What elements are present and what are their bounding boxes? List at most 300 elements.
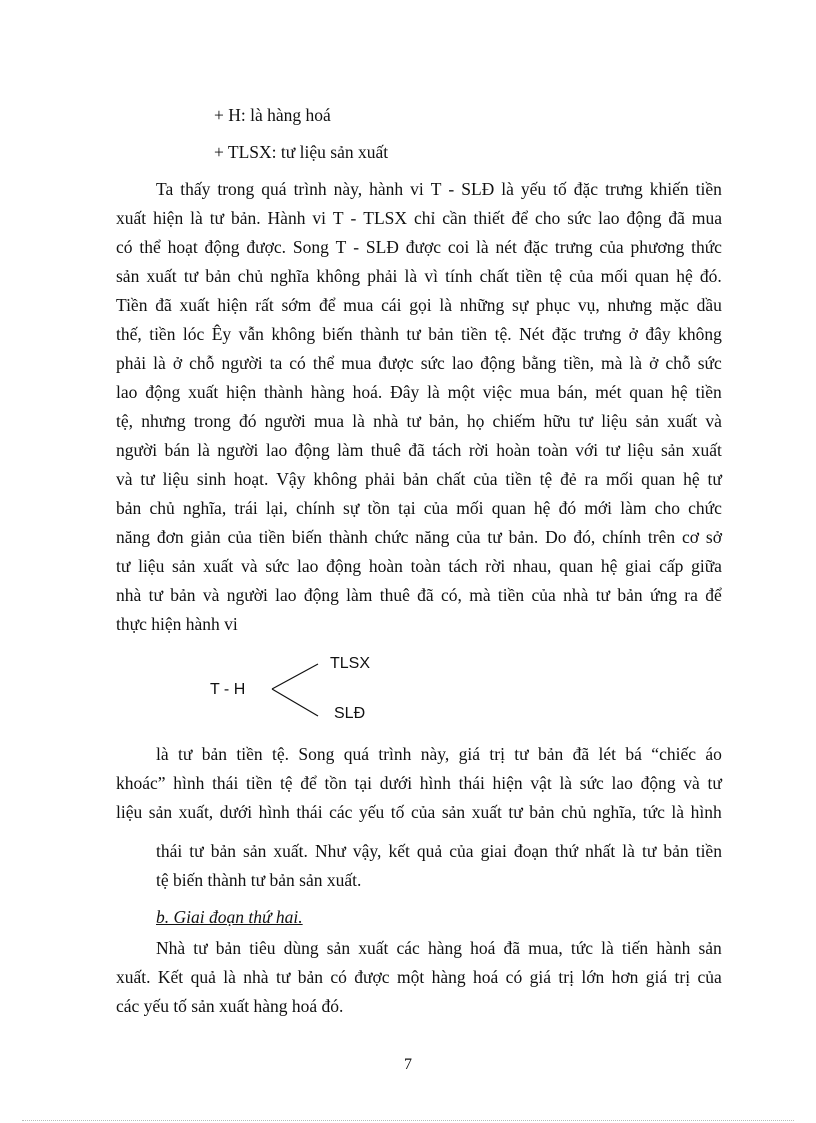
word: này, bbox=[420, 744, 450, 764]
word: Song bbox=[292, 237, 329, 257]
word: thành bbox=[360, 324, 399, 344]
word: toàn bbox=[537, 440, 568, 460]
word: giản bbox=[190, 527, 221, 547]
word: động bbox=[294, 440, 330, 460]
word: giá bbox=[458, 744, 481, 764]
paragraph-line bbox=[116, 771, 722, 795]
word: tư bbox=[189, 841, 204, 861]
word: để bbox=[511, 208, 529, 228]
word: là bbox=[156, 744, 169, 764]
word: mua bbox=[343, 295, 374, 315]
word: vì bbox=[424, 266, 438, 286]
word: không bbox=[313, 469, 358, 489]
word: sở bbox=[705, 527, 722, 547]
word: này, bbox=[333, 179, 363, 199]
word: dưới bbox=[219, 802, 253, 822]
word: sản bbox=[243, 841, 267, 861]
word: của bbox=[449, 841, 474, 861]
word: tư bbox=[183, 266, 199, 286]
word: cái bbox=[381, 295, 402, 315]
word: sự bbox=[512, 295, 529, 315]
word: bán bbox=[164, 440, 190, 460]
word: tách bbox=[448, 556, 478, 576]
word: chính bbox=[602, 527, 642, 547]
word: giá bbox=[645, 967, 668, 987]
word: mua bbox=[313, 411, 345, 431]
word: là bbox=[190, 208, 203, 228]
word: có bbox=[116, 237, 133, 257]
word: đã bbox=[417, 585, 434, 605]
word: bản bbox=[403, 469, 429, 489]
paragraph-line bbox=[156, 177, 722, 201]
word: chủ bbox=[149, 498, 175, 518]
word: là bbox=[601, 938, 614, 958]
word: Đây bbox=[390, 382, 420, 402]
word: liệu bbox=[162, 469, 189, 489]
word: và bbox=[202, 585, 220, 605]
word: đã bbox=[668, 208, 685, 228]
word: xuất bbox=[179, 295, 210, 315]
word: làm bbox=[337, 440, 364, 460]
word: ra bbox=[584, 469, 599, 489]
word: của bbox=[569, 266, 594, 286]
word: thế, bbox=[116, 324, 142, 344]
section-heading: b. Giai đoạn thứ hai. bbox=[156, 907, 303, 927]
word: tiến bbox=[621, 938, 649, 958]
word: cho bbox=[654, 498, 680, 518]
paragraph-line bbox=[116, 235, 722, 259]
word: nghĩa, bbox=[182, 498, 227, 518]
word: liệu bbox=[627, 440, 654, 460]
word: khoác” bbox=[116, 773, 166, 793]
word: giai bbox=[625, 556, 652, 576]
word: là bbox=[153, 353, 166, 373]
word: đã bbox=[408, 440, 425, 460]
word: chức bbox=[688, 498, 722, 518]
word: liệu bbox=[601, 411, 628, 431]
word: nhà bbox=[243, 967, 269, 987]
word: trên bbox=[647, 527, 676, 547]
word: thái bbox=[458, 773, 485, 793]
word: thành bbox=[328, 527, 368, 547]
diagram-bottom-label: SLĐ bbox=[334, 705, 366, 722]
word: tiền bbox=[460, 324, 488, 344]
word: mặc bbox=[659, 295, 689, 315]
word: T bbox=[332, 208, 344, 228]
word: mua bbox=[691, 208, 722, 228]
paragraph-line bbox=[116, 467, 722, 491]
word: Hành bbox=[267, 208, 306, 228]
word: giai bbox=[480, 841, 507, 861]
word: tiền bbox=[695, 382, 722, 402]
word: bản bbox=[201, 744, 227, 764]
word: động bbox=[480, 353, 516, 373]
word: mét bbox=[595, 382, 622, 402]
word: yếu bbox=[520, 179, 547, 199]
word: đây bbox=[645, 324, 671, 344]
word: được bbox=[354, 967, 390, 987]
paragraph-line bbox=[116, 525, 722, 549]
word: phải bbox=[116, 353, 147, 373]
word: tệ bbox=[539, 469, 553, 489]
word: với bbox=[575, 440, 599, 460]
word: phục bbox=[536, 295, 571, 315]
word: thuê bbox=[379, 585, 410, 605]
word: sức bbox=[579, 773, 604, 793]
word: quan bbox=[629, 382, 664, 402]
word: tiền bbox=[258, 527, 285, 547]
word: lao bbox=[116, 382, 138, 402]
word: khiến bbox=[649, 179, 689, 199]
branch-line-top bbox=[272, 664, 318, 689]
word: sản bbox=[635, 411, 659, 431]
page-number: 7 bbox=[404, 1056, 412, 1073]
word: hơn bbox=[611, 967, 639, 987]
word: đó bbox=[558, 498, 577, 518]
word: Song bbox=[298, 744, 335, 764]
word: quan bbox=[641, 469, 676, 489]
word: vậy, bbox=[352, 841, 382, 861]
word: rời bbox=[468, 440, 489, 460]
word: năng bbox=[116, 527, 151, 547]
word: chiếm bbox=[492, 411, 536, 431]
word: hoá bbox=[473, 967, 499, 987]
word: phải bbox=[364, 469, 396, 489]
word: T bbox=[335, 237, 347, 257]
word: vẫn bbox=[238, 324, 264, 344]
word: tố bbox=[553, 179, 567, 199]
word: lao bbox=[265, 440, 288, 460]
word: ở bbox=[649, 353, 659, 373]
word: là bbox=[671, 802, 685, 822]
paragraph-line bbox=[116, 583, 722, 607]
word: người bbox=[221, 353, 263, 373]
word: lóc bbox=[182, 324, 205, 344]
word: toàn bbox=[410, 556, 441, 576]
word: bằng bbox=[522, 353, 557, 373]
word: đó, bbox=[573, 527, 596, 547]
word: để bbox=[705, 585, 722, 605]
word: SLĐ bbox=[461, 179, 495, 199]
word: sản bbox=[698, 938, 722, 958]
word: hoá. bbox=[352, 382, 383, 402]
word: tư bbox=[148, 585, 163, 605]
word: hàng bbox=[431, 967, 466, 987]
word: không bbox=[316, 266, 361, 286]
word: lao bbox=[611, 773, 633, 793]
word: xuất, bbox=[178, 802, 214, 822]
word: tư bbox=[595, 585, 611, 605]
word: nghĩa, bbox=[592, 802, 637, 822]
word: mà bbox=[600, 353, 623, 373]
word: quá bbox=[261, 179, 287, 199]
word: đặc bbox=[523, 237, 549, 257]
word: các bbox=[396, 938, 420, 958]
word: là bbox=[629, 353, 643, 373]
word: lớn bbox=[581, 967, 605, 987]
word: xuất bbox=[471, 802, 502, 822]
word: có, bbox=[441, 585, 462, 605]
word: yếu bbox=[358, 802, 385, 822]
word: của bbox=[423, 498, 449, 518]
word: thấy bbox=[180, 179, 211, 199]
word: bản bbox=[205, 266, 231, 286]
word: bản bbox=[297, 967, 323, 987]
word: nhưng bbox=[607, 295, 652, 315]
word: “chiếc bbox=[651, 744, 696, 764]
word: bản bbox=[428, 324, 454, 344]
word: tồn bbox=[324, 773, 347, 793]
word: thuê bbox=[370, 440, 401, 460]
word: tư bbox=[406, 411, 421, 431]
word: hiện bbox=[226, 382, 257, 402]
word: cho bbox=[534, 208, 561, 228]
word: trưng bbox=[554, 237, 593, 257]
word: người bbox=[226, 585, 268, 605]
word: sức bbox=[697, 353, 722, 373]
word: trưng bbox=[605, 179, 643, 199]
word: phải bbox=[367, 266, 398, 286]
word: người bbox=[116, 440, 158, 460]
word: hình bbox=[258, 802, 290, 822]
word: trong bbox=[193, 411, 231, 431]
word: quả bbox=[190, 967, 216, 987]
word: hệ bbox=[683, 469, 700, 489]
word: đặc bbox=[573, 179, 599, 199]
word: tiêu bbox=[249, 938, 276, 958]
branch-line-bottom bbox=[272, 689, 318, 716]
word: tư bbox=[641, 841, 657, 861]
word: hệ bbox=[671, 382, 688, 402]
word: họ bbox=[466, 411, 485, 431]
word: đơn bbox=[156, 527, 184, 547]
word: tệ, bbox=[116, 411, 134, 431]
word: của bbox=[531, 585, 556, 605]
word: giá bbox=[529, 967, 551, 987]
word: được. bbox=[246, 237, 287, 257]
word: quan bbox=[491, 498, 526, 518]
word: xuất bbox=[146, 266, 177, 286]
paragraph-line bbox=[116, 380, 722, 404]
word: nghĩa bbox=[270, 266, 310, 286]
word: đoạn bbox=[513, 841, 548, 861]
branch-lines bbox=[270, 660, 320, 720]
word: hoạt bbox=[167, 237, 198, 257]
word: xuất bbox=[188, 382, 219, 402]
word: xuất bbox=[358, 938, 389, 958]
word: chất bbox=[479, 266, 509, 286]
word: mối bbox=[600, 266, 628, 286]
word: tư bbox=[508, 802, 523, 822]
word: áo bbox=[705, 744, 722, 764]
word: tiền bbox=[695, 179, 722, 199]
word: động bbox=[640, 773, 676, 793]
word: tồn bbox=[367, 498, 390, 518]
word: bản. bbox=[508, 527, 539, 547]
word: hành bbox=[369, 179, 404, 199]
word: trị bbox=[674, 967, 691, 987]
word: một bbox=[396, 967, 425, 987]
word: tức bbox=[570, 938, 593, 958]
word: tệ. bbox=[271, 744, 289, 764]
word: chỗ bbox=[189, 353, 215, 373]
word: và bbox=[683, 773, 700, 793]
word: Như bbox=[314, 841, 346, 861]
word: động bbox=[303, 585, 339, 605]
word: nhà bbox=[563, 585, 589, 605]
word: TLSX bbox=[363, 208, 408, 228]
word: hệ bbox=[676, 266, 693, 286]
word: dưới bbox=[379, 773, 413, 793]
word: xuất bbox=[116, 208, 147, 228]
paragraph-line bbox=[116, 293, 722, 317]
page-bottom-divider bbox=[22, 1120, 794, 1121]
word: hàng bbox=[427, 938, 462, 958]
word: lét bbox=[598, 744, 617, 764]
word: bản, bbox=[429, 411, 459, 431]
word: tư bbox=[178, 744, 193, 764]
word: vụ, bbox=[577, 295, 600, 315]
word: là bbox=[559, 773, 573, 793]
word: ứng bbox=[649, 585, 677, 605]
word: tệ bbox=[279, 773, 293, 793]
word: cấp bbox=[659, 556, 684, 576]
word: trong bbox=[217, 179, 255, 199]
word: T bbox=[430, 179, 442, 199]
word: giữa bbox=[691, 556, 722, 576]
word: mới bbox=[584, 498, 613, 518]
word: lại, bbox=[265, 498, 288, 518]
word: làm bbox=[346, 585, 373, 605]
word: nét bbox=[495, 237, 517, 257]
word: hiện bbox=[492, 773, 523, 793]
word: Nhà bbox=[156, 938, 186, 958]
word: - bbox=[350, 208, 357, 228]
word: là bbox=[622, 841, 635, 861]
word: hệ bbox=[600, 556, 618, 576]
word: coi bbox=[447, 237, 470, 257]
word: hoá bbox=[470, 938, 496, 958]
word: biến bbox=[322, 324, 353, 344]
word: ta bbox=[269, 353, 283, 373]
word: tiền bbox=[515, 266, 543, 286]
word: ở bbox=[172, 353, 183, 373]
word: cần bbox=[442, 208, 467, 228]
word: quan bbox=[635, 266, 670, 286]
word: người bbox=[264, 411, 306, 431]
word: tố bbox=[390, 802, 405, 822]
word: gọi bbox=[409, 295, 432, 315]
word: hiện bbox=[217, 295, 248, 315]
word: của bbox=[599, 237, 624, 257]
word: động bbox=[626, 208, 662, 228]
word: tại bbox=[354, 773, 373, 793]
word: hệ bbox=[533, 498, 551, 518]
word: sớm bbox=[281, 295, 312, 315]
word: tiền bbox=[149, 324, 176, 344]
word: chủ bbox=[561, 802, 587, 822]
paragraph-line bbox=[116, 322, 722, 346]
word: hoàn bbox=[368, 556, 403, 576]
word: sản bbox=[441, 802, 466, 822]
word: liệu bbox=[138, 556, 165, 576]
word: của bbox=[697, 967, 722, 987]
word: xuất bbox=[691, 440, 722, 460]
word: nhà bbox=[116, 585, 142, 605]
word: thiết bbox=[473, 208, 505, 228]
word: biến bbox=[291, 527, 322, 547]
word: bản bbox=[617, 585, 643, 605]
word: tính bbox=[445, 266, 473, 286]
word: lao bbox=[451, 353, 474, 373]
word: xuất bbox=[667, 411, 698, 431]
word: hình bbox=[690, 802, 722, 822]
paragraph-line bbox=[116, 496, 722, 520]
word: một bbox=[447, 382, 475, 402]
word: đó. bbox=[699, 266, 722, 286]
word: lao bbox=[275, 585, 297, 605]
word: mối bbox=[606, 469, 634, 489]
word: sức bbox=[420, 353, 445, 373]
word: hành bbox=[656, 938, 691, 958]
word: là bbox=[223, 967, 236, 987]
word: sinh bbox=[196, 469, 226, 489]
list-item-tlsx: + TLSX: tư liệu sản xuất bbox=[214, 142, 389, 162]
word: Tiền bbox=[116, 295, 148, 315]
word: là bbox=[197, 440, 210, 460]
word: hình bbox=[419, 773, 451, 793]
word: đó bbox=[238, 411, 257, 431]
word: dầu bbox=[696, 295, 722, 315]
word: không bbox=[678, 324, 722, 344]
word: chất bbox=[436, 469, 466, 489]
paragraph-line bbox=[116, 965, 722, 989]
word: trị bbox=[558, 967, 574, 987]
paragraph-line bbox=[116, 409, 722, 433]
word: năng bbox=[415, 527, 450, 547]
word: bản bbox=[210, 841, 236, 861]
word: quan bbox=[559, 556, 594, 576]
word: là bbox=[439, 295, 453, 315]
word: tư bbox=[140, 469, 155, 489]
word: tư bbox=[193, 938, 208, 958]
word: - bbox=[448, 179, 455, 199]
word: hoàn bbox=[496, 440, 531, 460]
word: quá bbox=[343, 744, 369, 764]
word: thức bbox=[691, 237, 722, 257]
word: hình bbox=[173, 773, 205, 793]
word: ra bbox=[684, 585, 698, 605]
word: chủ bbox=[237, 266, 264, 286]
word: kết bbox=[388, 841, 410, 861]
word: chỗ bbox=[665, 353, 691, 373]
word: lao bbox=[296, 556, 319, 576]
word: cơ bbox=[682, 527, 700, 547]
word: sản bbox=[660, 440, 685, 460]
word: tư bbox=[707, 773, 722, 793]
word: động bbox=[326, 556, 362, 576]
word: là bbox=[404, 266, 418, 286]
word: đẻ bbox=[560, 469, 577, 489]
word: tiền bbox=[497, 585, 525, 605]
word: có bbox=[330, 967, 347, 987]
word: trưng bbox=[583, 324, 622, 344]
word: sản bbox=[116, 266, 140, 286]
word: bản bbox=[663, 841, 689, 861]
word: thái bbox=[296, 802, 323, 822]
word: trị bbox=[489, 744, 505, 764]
paragraph-line: tệ biến thành tư bản sản xuất. bbox=[156, 870, 362, 890]
